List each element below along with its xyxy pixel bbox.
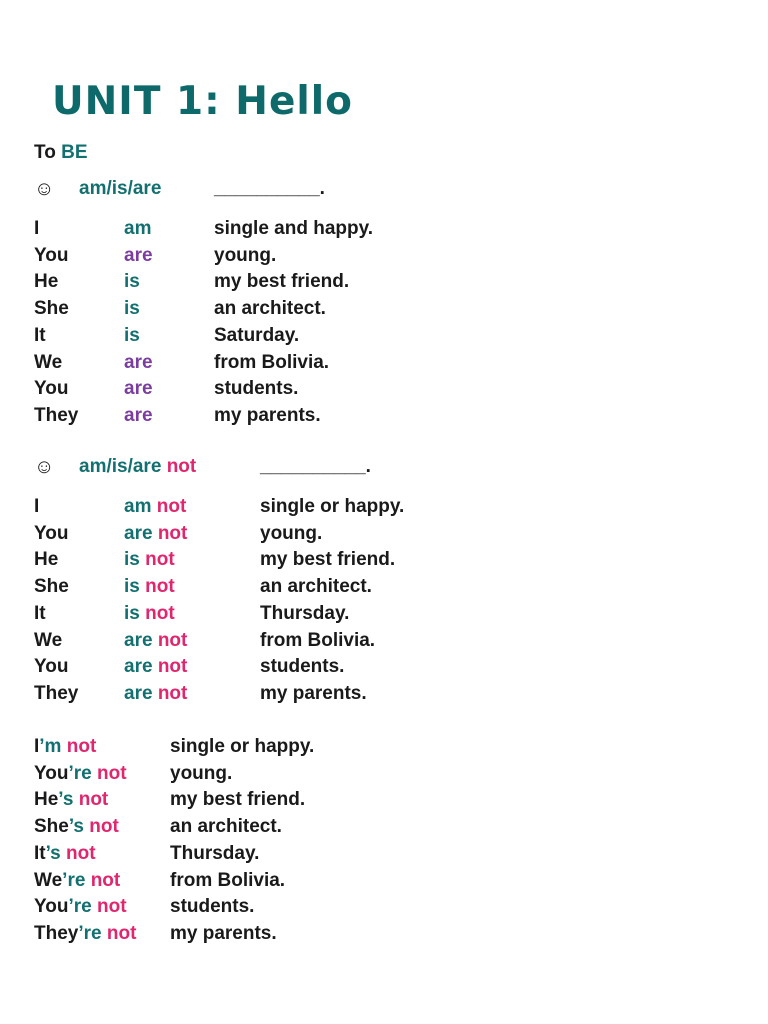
contraction-group — [34, 841, 96, 867]
table-row — [0, 296, 768, 322]
verb-cell: are — [124, 404, 153, 426]
contraction-group — [34, 894, 127, 920]
subject-cell: I — [34, 736, 40, 757]
section2-label-not: not — [166, 456, 197, 477]
subject-cell: We — [34, 869, 63, 891]
verb-cell: am — [124, 218, 152, 239]
subject-cell: We — [34, 629, 63, 651]
subtitle-highlight: BE — [61, 142, 88, 163]
subject-cell: I — [34, 496, 40, 517]
subject-cell: It — [34, 602, 46, 624]
complement-cell: Thursday. — [170, 842, 260, 864]
negation-cell: not — [78, 789, 109, 811]
subject-cell: It — [34, 842, 46, 864]
subject-cell: He — [34, 789, 59, 811]
subject-cell: He — [34, 549, 59, 571]
subject-cell: We — [34, 351, 63, 373]
table-row — [0, 868, 768, 894]
verb-cell: are — [124, 522, 153, 544]
negation-cell: not — [156, 496, 187, 517]
contraction-cell: ’re — [62, 869, 86, 891]
subject-cell: You — [34, 244, 69, 266]
contraction-cell: ’m — [39, 736, 62, 757]
table-row — [0, 574, 768, 600]
table-row — [0, 323, 768, 349]
complement-cell: from Bolivia. — [214, 351, 330, 373]
contraction-group — [34, 734, 96, 760]
negation-cell: not — [157, 682, 188, 704]
table-row — [0, 681, 768, 707]
subject-cell: They — [34, 682, 79, 704]
subject-cell: You — [34, 762, 69, 784]
verb-cell: is — [124, 576, 140, 598]
verb-group — [124, 547, 175, 573]
complement-cell: single and happy. — [214, 218, 374, 239]
table-row — [0, 814, 768, 840]
table-row — [0, 921, 768, 947]
contraction-group — [34, 814, 119, 840]
subject-cell: He — [34, 271, 59, 293]
verb-cell: is — [124, 324, 140, 346]
verb-cell: are — [124, 682, 153, 704]
verb-cell: are — [124, 378, 153, 400]
table-row — [0, 376, 768, 402]
verb-cell: is — [124, 549, 140, 571]
verb-cell: are — [124, 656, 153, 678]
table-row — [0, 761, 768, 787]
negation-cell: not — [157, 656, 188, 678]
negation-cell: not — [89, 816, 119, 838]
negation-cell: not — [66, 736, 97, 757]
negation-cell: not — [66, 842, 96, 864]
contraction-cell: ’re — [78, 922, 102, 944]
verb-group — [124, 654, 187, 680]
table-row — [0, 403, 768, 429]
subject-cell: She — [34, 576, 69, 598]
table-row — [0, 841, 768, 867]
complement-cell: my best friend. — [170, 789, 306, 811]
complement-cell: Thursday. — [260, 602, 350, 624]
table-row — [0, 547, 768, 573]
table-row — [0, 243, 768, 269]
verb-cell: are — [124, 629, 153, 651]
negation-cell: not — [145, 549, 175, 571]
table-row — [0, 494, 768, 520]
contraction-cell: ’re — [68, 896, 92, 918]
contraction-group — [34, 921, 136, 947]
complement-cell: young. — [170, 762, 233, 784]
contraction-group — [34, 868, 120, 894]
complement-cell: single or happy. — [260, 496, 405, 517]
negation-cell: not — [97, 762, 127, 784]
section2-label-group — [79, 455, 196, 479]
page-title: UNIT 1: Hello — [52, 79, 353, 124]
contraction-cell: ’s — [45, 842, 61, 864]
subject-cell: You — [34, 378, 69, 400]
verb-group — [124, 601, 175, 627]
section1-label: am/is/are — [79, 178, 162, 199]
contraction-group — [34, 787, 108, 813]
negation-cell: not — [145, 602, 175, 624]
smiley-icon: ☺ — [34, 456, 55, 478]
section1-header — [0, 177, 768, 203]
table-row — [0, 350, 768, 376]
table-row — [0, 521, 768, 547]
section2-blank: __________. — [260, 456, 371, 477]
verb-group — [124, 521, 187, 547]
complement-cell: Saturday. — [214, 324, 300, 346]
table-row — [0, 734, 768, 760]
complement-cell: my best friend. — [214, 271, 350, 293]
table-row — [0, 654, 768, 680]
smiley-icon: ☺ — [34, 178, 55, 200]
subject-cell: She — [34, 816, 69, 838]
subject-cell: I — [34, 218, 40, 239]
section2-header — [0, 455, 768, 481]
verb-group — [124, 681, 187, 707]
section2-label: am/is/are — [79, 456, 162, 477]
negation-cell: not — [97, 896, 127, 918]
table-row — [0, 628, 768, 654]
verb-cell: are — [124, 244, 153, 266]
complement-cell: my parents. — [260, 682, 367, 704]
table-row — [0, 216, 768, 242]
verb-group — [124, 574, 175, 600]
subtitle-prefix: To — [34, 142, 56, 163]
complement-cell: young. — [214, 244, 277, 266]
complement-cell: an architect. — [170, 816, 282, 838]
table-row — [0, 894, 768, 920]
verb-cell: are — [124, 351, 153, 373]
subtitle — [34, 141, 88, 165]
verb-group — [124, 628, 187, 654]
subject-cell: You — [34, 896, 69, 918]
complement-cell: single or happy. — [170, 736, 315, 757]
contraction-cell: ’s — [68, 816, 84, 838]
subject-cell: You — [34, 522, 69, 544]
table-row — [0, 269, 768, 295]
subject-cell: They — [34, 922, 79, 944]
complement-cell: students. — [170, 896, 255, 918]
complement-cell: my best friend. — [260, 549, 396, 571]
negation-cell: not — [145, 576, 175, 598]
verb-cell: is — [124, 602, 140, 624]
subject-cell: She — [34, 298, 69, 320]
negation-cell: not — [106, 922, 137, 944]
subject-cell: They — [34, 404, 79, 426]
contraction-group — [34, 761, 127, 787]
contraction-cell: ’s — [58, 789, 74, 811]
complement-cell: students. — [260, 656, 345, 678]
verb-group — [124, 494, 186, 520]
complement-cell: my parents. — [214, 404, 321, 426]
negation-cell: not — [157, 629, 188, 651]
subject-cell: It — [34, 324, 46, 346]
negation-cell: not — [90, 869, 121, 891]
contraction-cell: ’re — [68, 762, 92, 784]
section1-blank: __________. — [214, 178, 325, 199]
complement-cell: from Bolivia. — [170, 869, 286, 891]
verb-cell: is — [124, 298, 140, 320]
verb-cell: am — [124, 496, 152, 517]
table-row — [0, 787, 768, 813]
table-row — [0, 601, 768, 627]
complement-cell: an architect. — [260, 576, 372, 598]
complement-cell: an architect. — [214, 298, 326, 320]
verb-cell: is — [124, 271, 140, 293]
complement-cell: students. — [214, 378, 299, 400]
complement-cell: young. — [260, 522, 323, 544]
complement-cell: from Bolivia. — [260, 629, 376, 651]
complement-cell: my parents. — [170, 922, 277, 944]
subject-cell: You — [34, 656, 69, 678]
negation-cell: not — [157, 522, 188, 544]
